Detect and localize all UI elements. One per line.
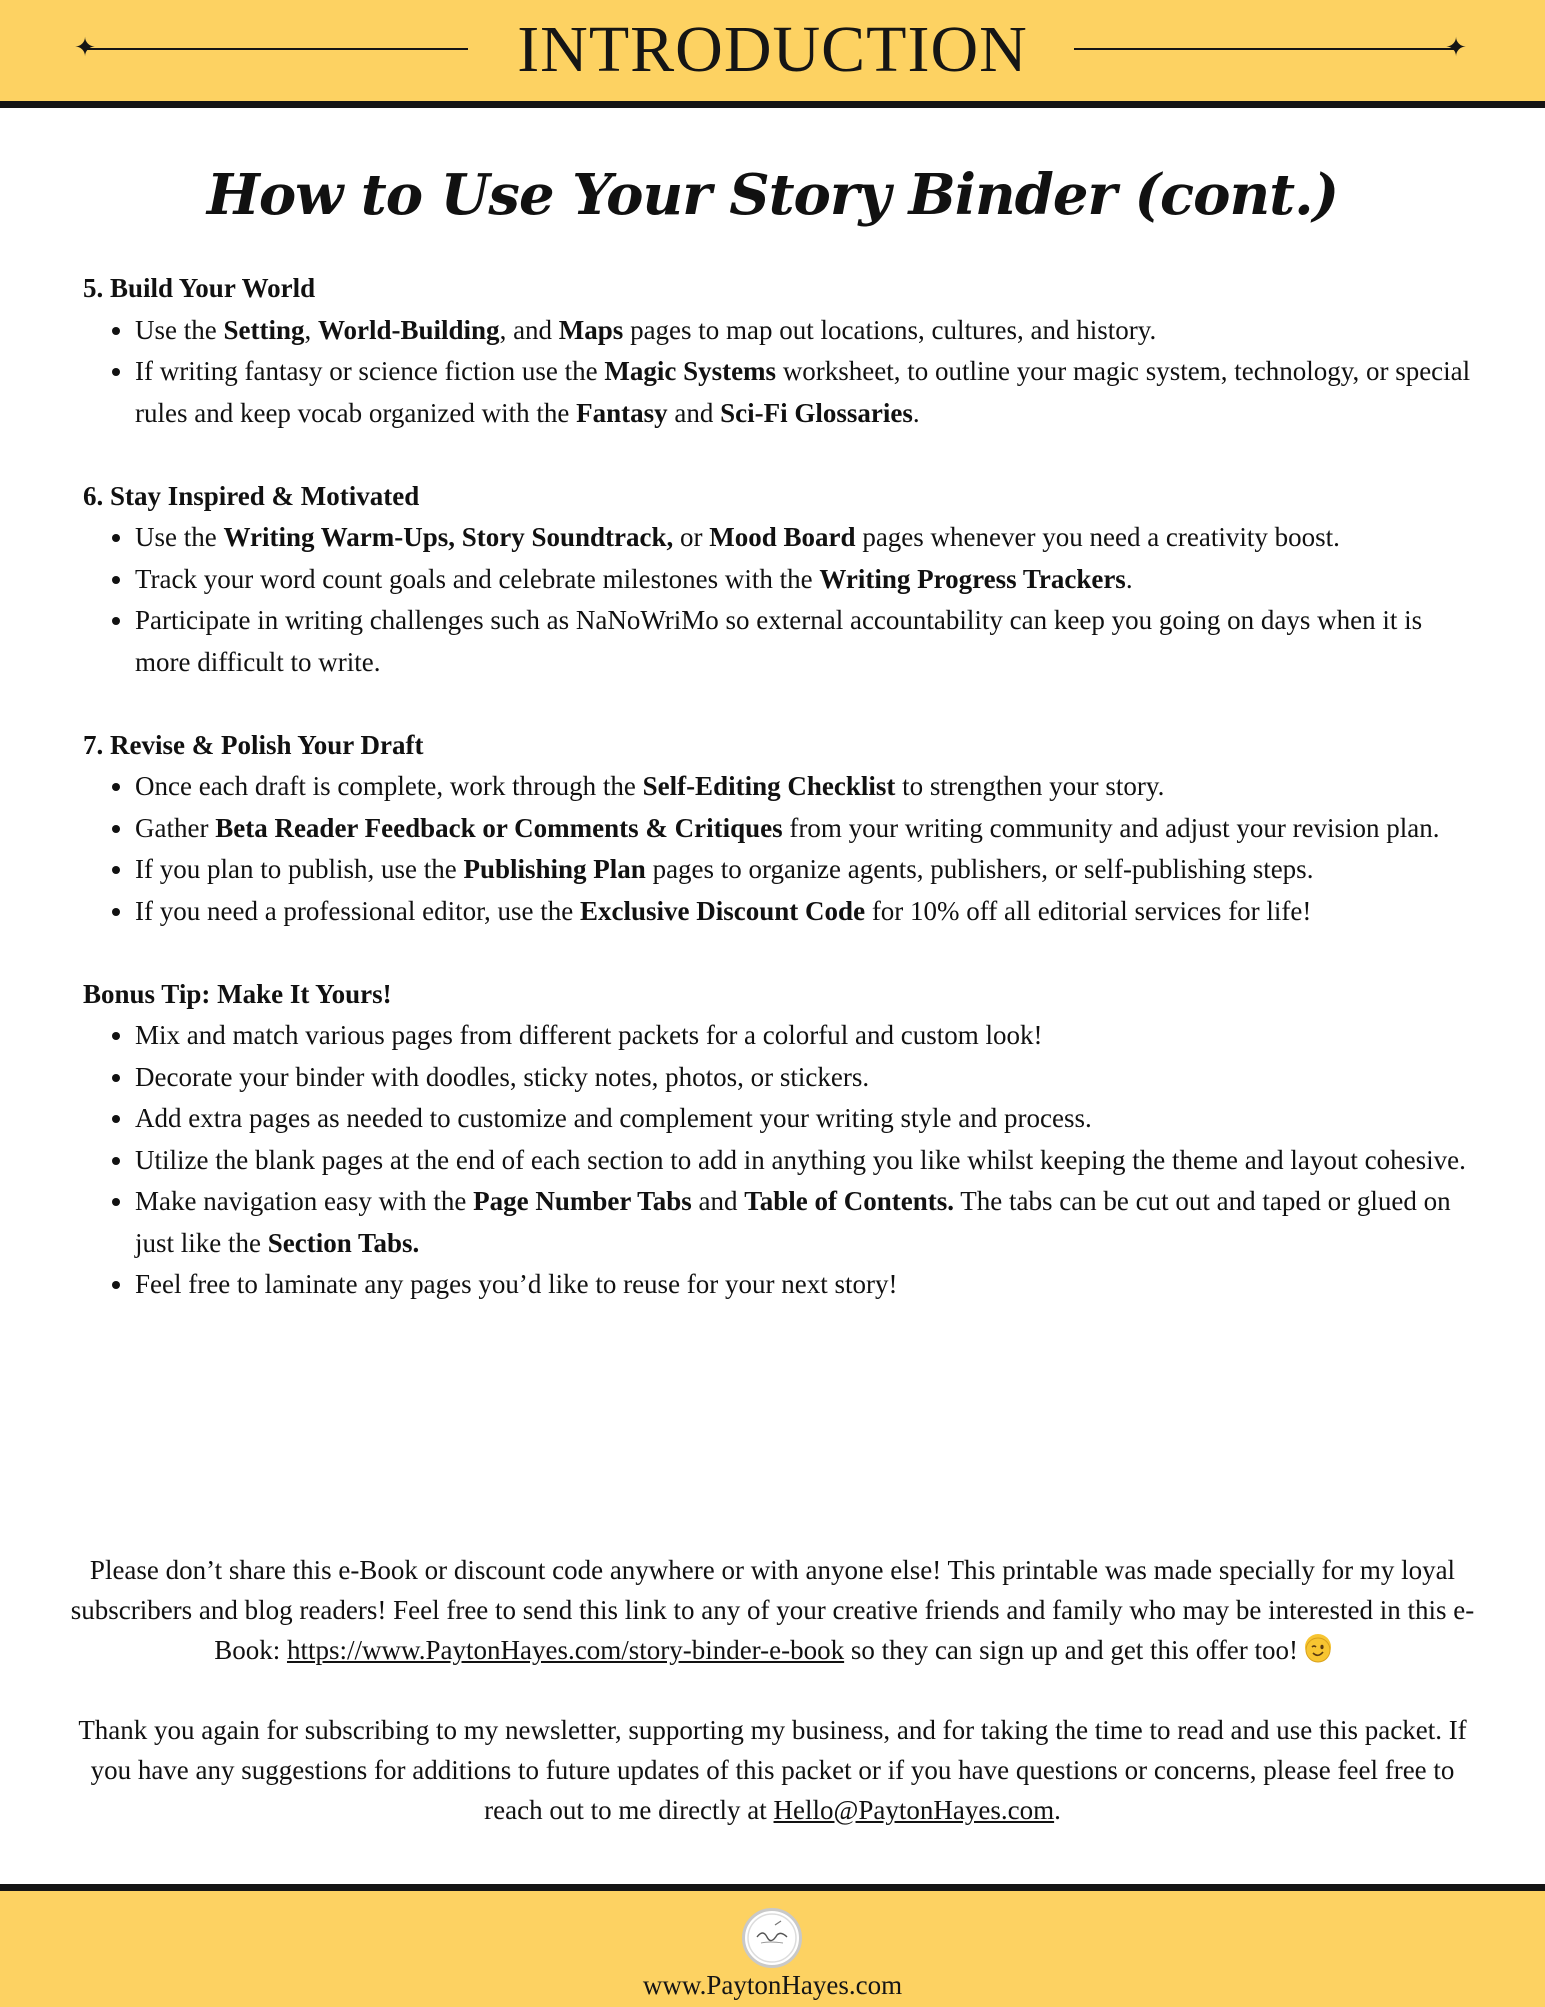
text: for 10% off all editorial services for life! <box>865 895 1312 926</box>
bullet-list <box>83 310 1483 435</box>
text: Participate in writing challenges such as NaNoWriMo so external accountability can keep you going on days when it is more difficult to write. <box>135 605 1423 677</box>
text: If writing fantasy or science fiction use the <box>135 356 605 386</box>
list-item <box>135 808 1483 850</box>
sparkle-icon: ✦ <box>74 33 96 62</box>
bold-text: Publishing Plan <box>463 854 646 884</box>
instructions-content <box>83 268 1483 1347</box>
text: Mix and match various pages from different packets for a colorful and custom look! <box>135 1020 1043 1050</box>
bold-text: Section Tabs. <box>267 1227 420 1258</box>
bold-text: Writing Progress Trackers <box>819 563 1126 594</box>
text: pages to organize agents, publishers, or self-publishing steps. <box>645 854 1314 884</box>
text: . <box>1125 563 1133 594</box>
text: Make navigation easy with the <box>135 1186 474 1216</box>
text: Track your word count goals and celebrate milestones with the <box>135 563 820 594</box>
text: . <box>912 397 920 428</box>
text: Feel free to laminate any pages you’d like to reuse for your next story! <box>135 1269 898 1299</box>
text: from your writing community and adjust your revision plan. <box>782 812 1440 843</box>
section <box>83 725 1483 933</box>
text: , and <box>499 314 559 345</box>
text: Add extra pages as needed to customize and complement your writing style and process. <box>135 1103 1092 1133</box>
list-item <box>135 849 1483 891</box>
list-item <box>135 1057 1483 1099</box>
list-item <box>135 1140 1483 1182</box>
bold-text: Exclusive Discount Code <box>580 895 866 926</box>
text: pages to map out locations, cultures, and history. <box>623 314 1157 345</box>
list-item <box>135 1264 1483 1306</box>
text: Utilize the blank pages at the end of each section to add in anything you like whilst keeping the theme and layout cohesive. <box>135 1144 1466 1175</box>
thank-you-text: Thank you again for subscribing to my newsletter, supporting my business, and for taking the time to read and use this packet. If you have any suggestions for additions to future updates of this packet or if you have questions or concerns, please feel free to reach out to me directly at <box>78 1715 1467 1825</box>
list-item <box>135 891 1483 933</box>
bold-text: Writing Warm-Ups, Story Soundtrack, <box>223 522 674 552</box>
section <box>83 476 1483 684</box>
bold-text: Maps <box>558 314 624 345</box>
text: Gather <box>135 812 216 843</box>
text: If you need a professional editor, use the <box>135 895 581 926</box>
winking-face-icon <box>1305 1634 1331 1660</box>
section-heading: 6. Stay Inspired & Motivated <box>83 480 420 511</box>
footer-website[interactable]: www.PaytonHayes.com <box>642 1970 903 2000</box>
text: to strengthen your story. <box>895 771 1165 801</box>
sparkle-icon: ✦ <box>1445 33 1467 62</box>
bold-text: Sci-Fi Glossaries <box>720 397 913 428</box>
text: and <box>691 1186 745 1216</box>
bullet-list <box>83 766 1483 932</box>
thank-you-tail: . <box>1054 1795 1061 1825</box>
bullet-list <box>83 1015 1483 1306</box>
share-notice <box>70 1550 1475 1670</box>
text: Use the <box>135 314 224 345</box>
list-item <box>135 1015 1483 1057</box>
text: Decorate your binder with doodles, sticky notes, photos, or stickers. <box>135 1061 870 1092</box>
section-heading: 5. Build Your World <box>83 273 316 303</box>
bold-text: World-Building <box>317 314 500 345</box>
text: Use the <box>135 522 224 552</box>
text: or <box>673 522 710 552</box>
list-item <box>135 1098 1483 1140</box>
list-item <box>135 351 1483 434</box>
text: pages whenever you need a creativity boost. <box>855 522 1340 552</box>
bold-text: Beta Reader Feedback or Comments & Critiques <box>215 812 783 843</box>
bold-text: Table of Contents. <box>744 1186 954 1216</box>
list-item <box>135 766 1483 808</box>
text: worksheet, to outline your magic system, technology, or special rules and keep vocab organized with the <box>135 356 1471 428</box>
header-title: INTRODUCTION <box>517 13 1028 86</box>
list-item <box>135 517 1483 559</box>
bullet-list <box>83 517 1483 683</box>
bold-text: Page Number Tabs <box>473 1186 692 1216</box>
bold-text: Fantasy <box>576 397 668 428</box>
list-item <box>135 310 1483 352</box>
section-heading: Bonus Tip: Make It Yours! <box>83 978 392 1009</box>
text: , <box>304 314 318 345</box>
list-item <box>135 600 1483 683</box>
text: and <box>667 397 721 428</box>
bold-text: Magic Systems <box>604 356 777 386</box>
text: If you plan to publish, use the <box>135 854 464 884</box>
text: The tabs can be cut out and taped or glued on just like the <box>135 1186 1451 1258</box>
share-notice-tail: so they can sign up and get this offer too! <box>844 1635 1305 1665</box>
section <box>83 268 1483 434</box>
ebook-link[interactable]: https://www.PaytonHayes.com/story-binder-e-book <box>286 1635 845 1665</box>
text: Once each draft is complete, work through the <box>135 771 643 801</box>
share-notice-text: Please don’t share this e-Book or discount code anywhere or with anyone else! This printable was made specially for my loyal subscribers and blog readers! Feel free to send this link to any of your creative friends and family who may be interested in this e-Book: <box>70 1555 1475 1665</box>
bold-text: Mood Board <box>709 522 856 552</box>
logo <box>742 1908 802 1968</box>
bold-text: Setting <box>223 314 305 345</box>
list-item <box>135 559 1483 601</box>
email-link[interactable]: Hello@PaytonHayes.com <box>773 1795 1055 1825</box>
bold-text: Self-Editing Checklist <box>642 771 896 801</box>
list-item <box>135 1181 1483 1264</box>
section <box>83 974 1483 1306</box>
page-title: How to Use Your Story Binder (cont.) <box>206 162 1339 228</box>
closing-notes <box>70 1550 1475 1870</box>
section-heading: 7. Revise & Polish Your Draft <box>83 729 424 760</box>
thank-you-note <box>70 1710 1475 1830</box>
